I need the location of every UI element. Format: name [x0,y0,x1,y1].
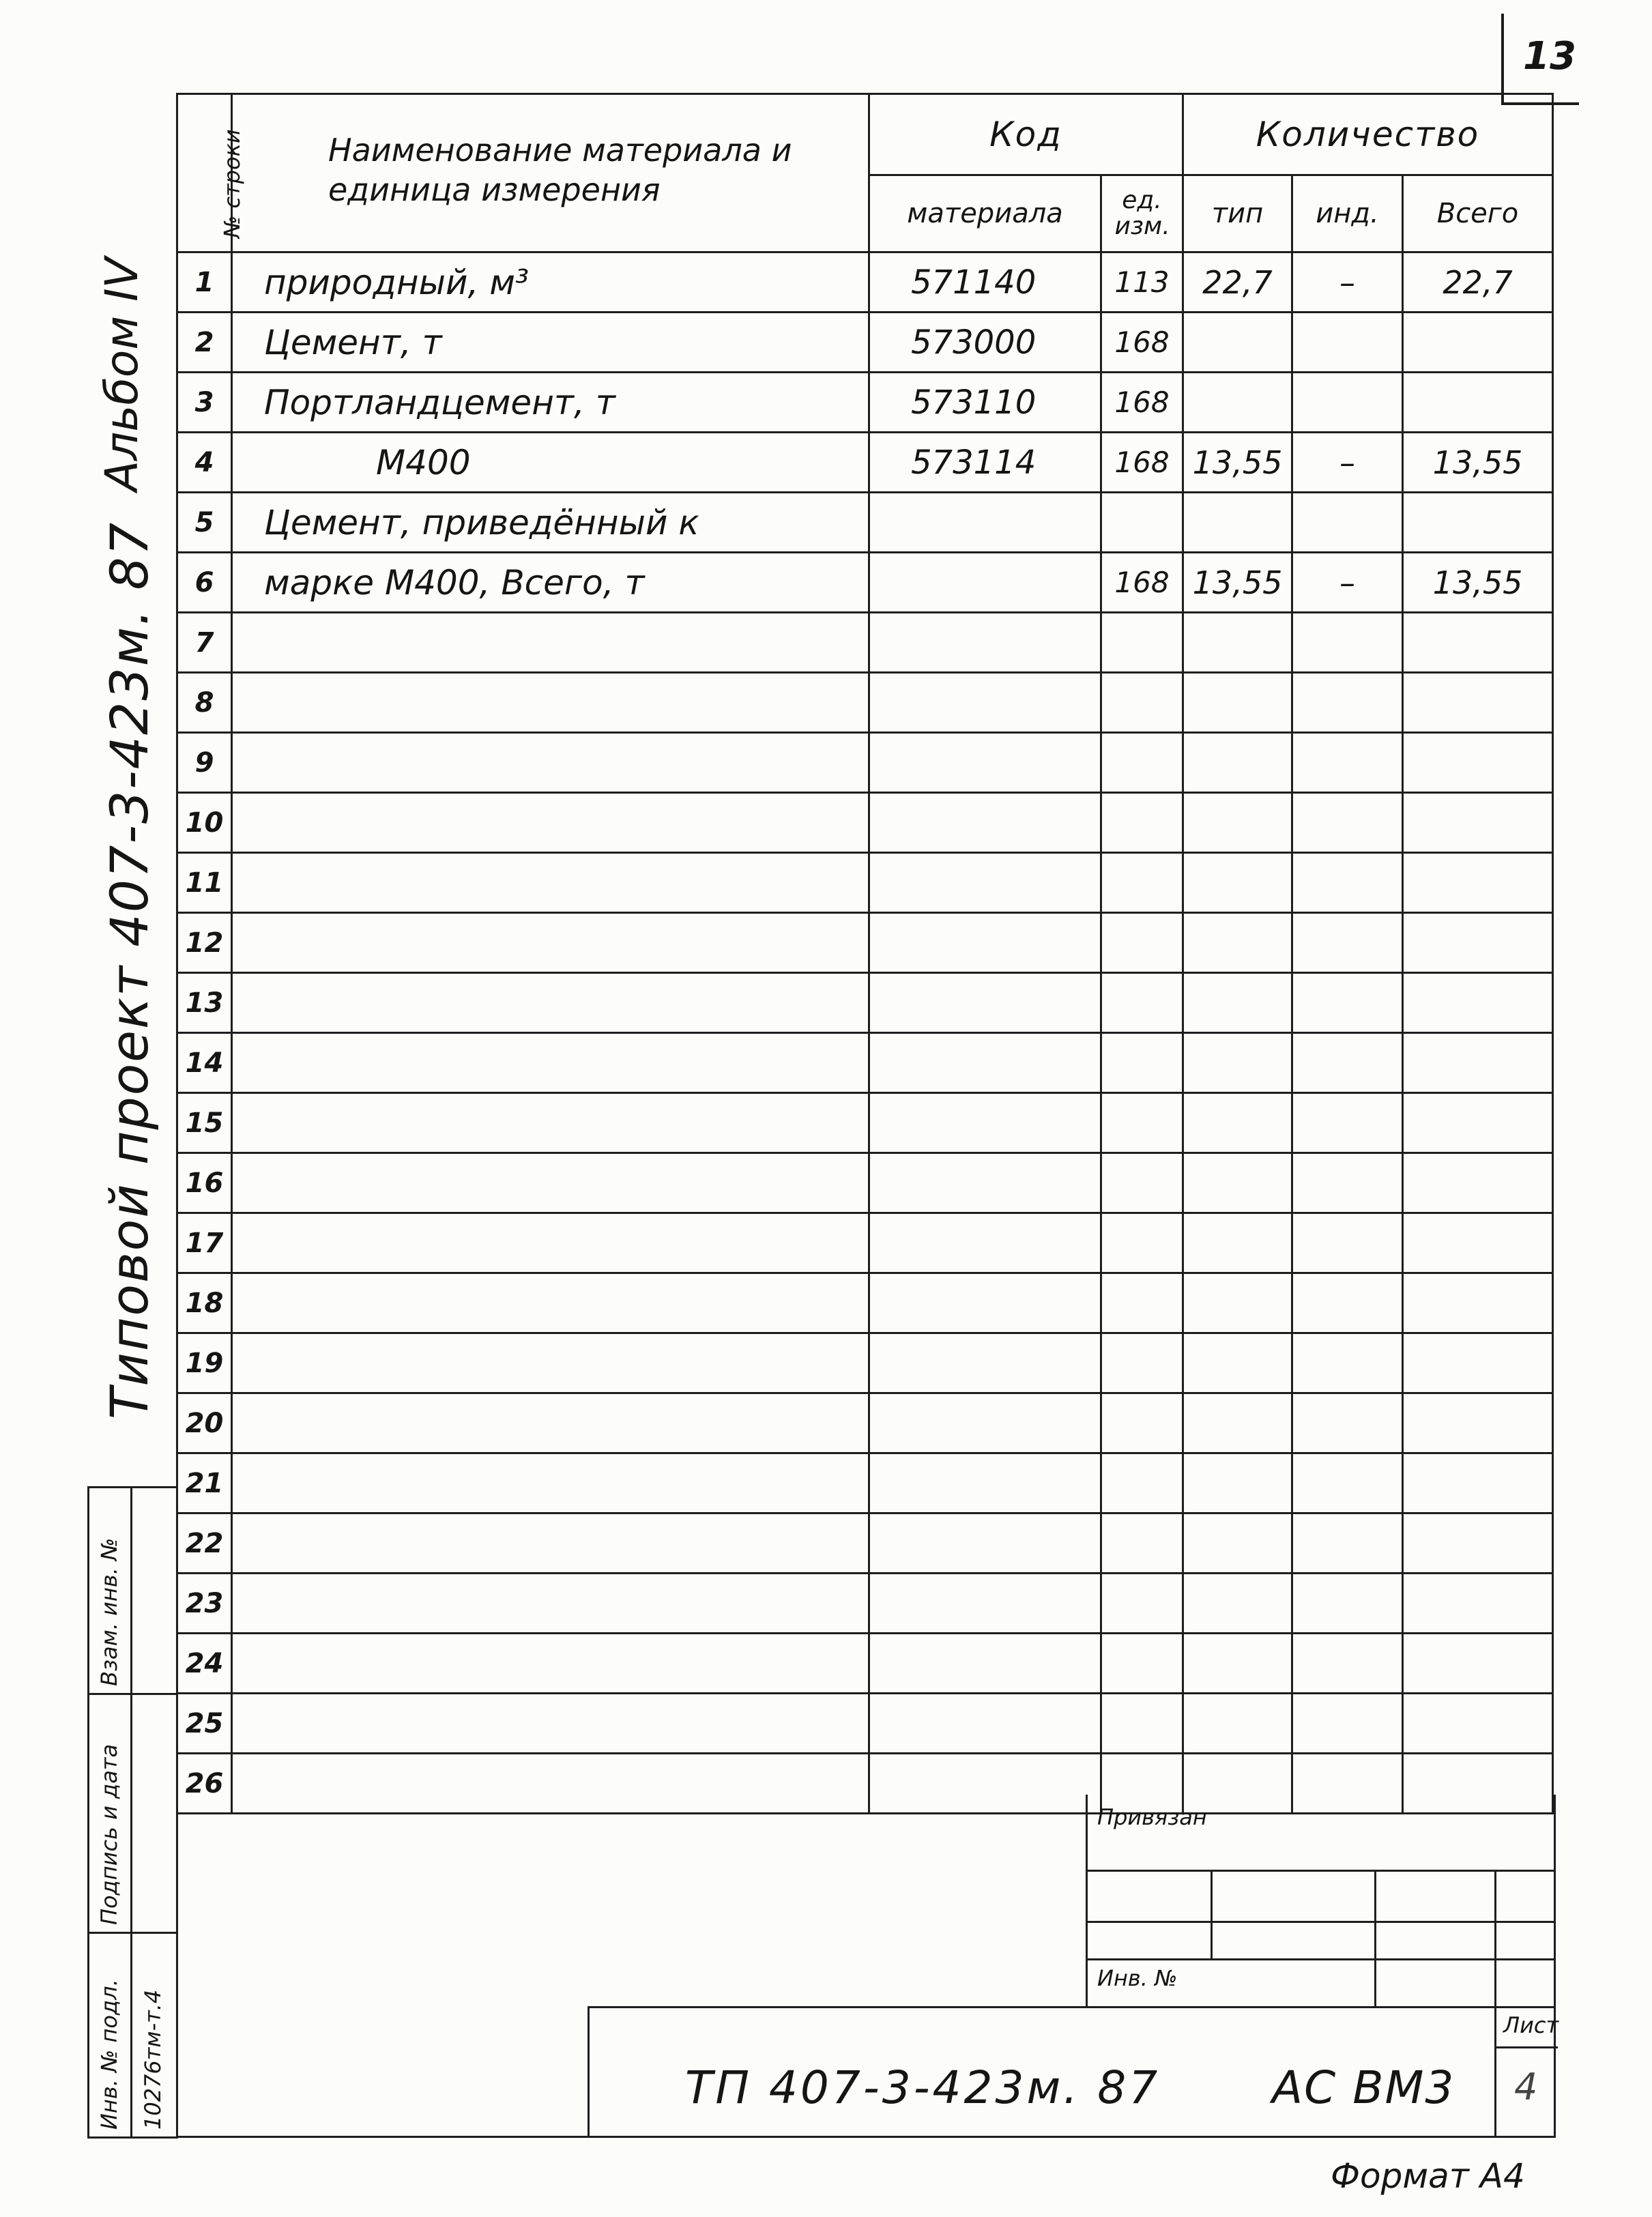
table-row [177,373,1553,433]
material-name [232,1153,869,1213]
material-name [232,613,869,673]
qty-total [1403,1153,1553,1213]
qty-ind [1292,913,1403,973]
unit-code [1101,913,1183,973]
table-row [177,1093,1553,1153]
material-code: 573114 [869,433,1101,493]
qty-ind [1292,1273,1403,1333]
table-row [177,913,1553,973]
header-ind: инд. [1292,175,1403,252]
material-name [232,913,869,973]
qty-ind [1292,973,1403,1033]
qty-ind [1292,1513,1403,1574]
qty-total [1403,793,1553,853]
material-code [869,1634,1101,1694]
qty-ind [1292,1694,1403,1754]
material-code [869,673,1101,733]
qty-total [1403,1393,1553,1453]
unit-code [1101,1273,1183,1333]
material-name: марке М400, Всего, т [232,553,869,613]
binding-box [1086,1795,1556,2006]
sheet-box [1494,2008,1558,2138]
row-number: 3 [177,373,232,433]
unit-code: 113 [1101,252,1183,313]
row-number: 2 [177,313,232,373]
title-block-area [176,1795,1559,2138]
unit-code [1101,733,1183,793]
table-row [177,1574,1553,1634]
unit-code [1101,1393,1183,1453]
qty-total [1403,1213,1553,1273]
material-code [869,1513,1101,1574]
material-name: Портландцемент, т [232,373,869,433]
table-row [177,733,1553,793]
material-code [869,1333,1101,1393]
qty-ind [1292,1333,1403,1393]
inv-no-label: Инв. № [1097,1965,1178,1991]
page-number: 13 [1523,34,1576,78]
material-name [232,1033,869,1093]
table-row [177,553,1553,613]
header-row-no: № строки [177,94,232,252]
qty-typ [1183,733,1292,793]
unit-code [1101,1153,1183,1213]
qty-typ [1183,373,1292,433]
row-number: 4 [177,433,232,493]
material-name: Цемент, т [232,313,869,373]
material-code [869,793,1101,853]
unit-code [1101,673,1183,733]
table-row [177,973,1553,1033]
qty-typ [1183,1574,1292,1634]
material-code [869,853,1101,913]
qty-total [1403,1694,1553,1754]
document-code: ТП 407-3-423м. 87 [685,2061,1161,2114]
qty-ind [1292,1093,1403,1153]
row-number: 15 [177,1093,232,1153]
qty-total [1403,1513,1553,1574]
row-number: 21 [177,1453,232,1513]
qty-typ [1183,1093,1292,1153]
qty-ind [1292,1634,1403,1694]
qty-total [1403,973,1553,1033]
unit-code [1101,1453,1183,1513]
qty-ind [1292,673,1403,733]
table-row [177,673,1553,733]
material-code [869,1393,1101,1453]
row-number: 22 [177,1513,232,1574]
side-project-label: Типовой проект 407-3-423м. 87 [99,521,160,1419]
qty-ind [1292,793,1403,853]
row-number: 17 [177,1213,232,1273]
table-row [177,1634,1553,1694]
unit-code: 168 [1101,313,1183,373]
qty-typ [1183,1393,1292,1453]
table-row [177,433,1553,493]
unit-code [1101,853,1183,913]
unit-code: 168 [1101,553,1183,613]
table-row [177,613,1553,673]
qty-total: 13,55 [1403,553,1553,613]
material-code [869,613,1101,673]
qty-typ [1183,913,1292,973]
qty-total [1403,733,1553,793]
header-material: материала [869,175,1101,252]
table-row [177,1273,1553,1333]
qty-total: 13,55 [1403,433,1553,493]
side-album-label: Альбом IV [96,257,148,491]
header-code-group: Код [869,94,1183,175]
material-name [232,1694,869,1754]
material-code [869,733,1101,793]
material-name [232,793,869,853]
unit-code [1101,793,1183,853]
qty-total [1403,913,1553,973]
material-name: М400 [232,433,869,493]
row-number: 20 [177,1393,232,1453]
qty-total [1403,1634,1553,1694]
qty-ind [1292,313,1403,373]
unit-code [1101,1694,1183,1754]
material-name [232,973,869,1033]
qty-total [1403,613,1553,673]
qty-typ [1183,793,1292,853]
material-name: Цемент, приведённый к [232,493,869,553]
unit-code [1101,1574,1183,1634]
qty-typ [1183,1694,1292,1754]
qty-typ [1183,1213,1292,1273]
qty-ind [1292,613,1403,673]
row-number: 12 [177,913,232,973]
unit-code [1101,493,1183,553]
material-name [232,1333,869,1393]
qty-total [1403,1093,1553,1153]
material-name [232,853,869,913]
material-name [232,1393,869,1453]
table-row [177,1694,1553,1754]
material-code: 573000 [869,313,1101,373]
row-number: 6 [177,553,232,613]
qty-ind [1292,1153,1403,1213]
table-row [177,1513,1553,1574]
qty-typ: 13,55 [1183,553,1292,613]
qty-total [1403,1453,1553,1513]
qty-typ [1183,973,1292,1033]
qty-total: 22,7 [1403,252,1553,313]
row-number: 16 [177,1153,232,1213]
title-block [588,2006,1559,2138]
material-code [869,1153,1101,1213]
qty-ind: – [1292,433,1403,493]
row-number: 1 [177,252,232,313]
qty-total [1403,493,1553,553]
stamp-inv-value: 10276тм-т.4 [140,1989,166,2130]
privyazan-label: Привязан [1097,1804,1207,1830]
row-number: 5 [177,493,232,553]
qty-ind [1292,733,1403,793]
row-number: 11 [177,853,232,913]
material-name [232,1093,869,1153]
row-number: 8 [177,673,232,733]
row-number: 26 [177,1754,232,1814]
qty-ind [1292,1574,1403,1634]
qty-typ [1183,673,1292,733]
qty-typ [1183,613,1292,673]
material-code [869,493,1101,553]
table-row [177,1033,1553,1093]
qty-typ [1183,1513,1292,1574]
unit-code [1101,1513,1183,1574]
row-number: 7 [177,613,232,673]
material-code [869,1694,1101,1754]
qty-typ: 13,55 [1183,433,1292,493]
qty-typ [1183,1033,1292,1093]
table-row [177,1393,1553,1453]
table-row [177,1333,1553,1393]
stamp-inv-podl-label: Инв. № подл. [96,1979,122,2130]
qty-total [1403,853,1553,913]
qty-total [1403,1033,1553,1093]
row-number: 19 [177,1333,232,1393]
material-name [232,1453,869,1513]
material-code [869,1213,1101,1273]
qty-typ [1183,313,1292,373]
material-code [869,1453,1101,1513]
header-qty-group: Количество [1183,94,1553,175]
unit-code [1101,973,1183,1033]
qty-total [1403,673,1553,733]
material-code [869,1093,1101,1153]
table-row [177,793,1553,853]
document-mark: АС ВМ3 [1272,2061,1455,2114]
row-number: 14 [177,1033,232,1093]
table-row [177,252,1553,313]
table-row [177,493,1553,553]
unit-code: 168 [1101,373,1183,433]
qty-ind [1292,853,1403,913]
qty-ind [1292,1393,1403,1453]
row-number: 25 [177,1694,232,1754]
material-code [869,553,1101,613]
material-name [232,1574,869,1634]
table-row [177,1213,1553,1273]
qty-ind [1292,1033,1403,1093]
material-code [869,973,1101,1033]
row-number: 23 [177,1574,232,1634]
material-code [869,913,1101,973]
qty-total [1403,1574,1553,1634]
unit-code [1101,1634,1183,1694]
unit-code: 168 [1101,433,1183,493]
qty-ind [1292,1213,1403,1273]
row-number: 13 [177,973,232,1033]
unit-code [1101,1093,1183,1153]
table-row [177,1153,1553,1213]
qty-ind [1292,493,1403,553]
material-name [232,1513,869,1574]
sheet-label: Лист [1503,2012,1559,2038]
header-total: Всего [1403,175,1553,252]
table-row [177,1453,1553,1513]
material-name: природный, м³ [232,252,869,313]
sheet-number: 4 [1514,2066,1538,2109]
material-name [232,1634,869,1694]
qty-ind: – [1292,553,1403,613]
unit-code [1101,1213,1183,1273]
material-code: 573110 [869,373,1101,433]
qty-total [1403,373,1553,433]
material-code: 571140 [869,252,1101,313]
table-row [177,853,1553,913]
materials-table [176,93,1554,1814]
material-name [232,1273,869,1333]
material-code [869,1033,1101,1093]
material-code [869,1273,1101,1333]
material-name [232,1213,869,1273]
stamp-left [87,1486,178,2139]
material-code [869,1574,1101,1634]
stamp-vzam-label: Взам. инв. № [96,1537,122,1686]
header-name: Наименование материала и единица измерения [232,94,869,252]
qty-ind: – [1292,252,1403,313]
unit-code [1101,1033,1183,1093]
row-number: 24 [177,1634,232,1694]
header-unit: ед. изм. [1101,175,1183,252]
qty-typ [1183,853,1292,913]
qty-typ [1183,493,1292,553]
qty-ind [1292,373,1403,433]
row-number: 18 [177,1273,232,1333]
qty-typ [1183,1153,1292,1213]
header-typ: тип [1183,175,1292,252]
unit-code [1101,613,1183,673]
format-label: Формат А4 [1331,2156,1525,2196]
material-name [232,673,869,733]
qty-total [1403,1333,1553,1393]
qty-typ: 22,7 [1183,252,1292,313]
material-name [232,733,869,793]
stamp-podpis-label: Подпись и дата [96,1743,122,1925]
qty-typ [1183,1453,1292,1513]
qty-total [1403,313,1553,373]
qty-typ [1183,1333,1292,1393]
row-number: 9 [177,733,232,793]
qty-total [1403,1273,1553,1333]
table-row [177,313,1553,373]
row-number: 10 [177,793,232,853]
qty-ind [1292,1453,1403,1513]
unit-code [1101,1333,1183,1393]
qty-typ [1183,1634,1292,1694]
qty-typ [1183,1273,1292,1333]
